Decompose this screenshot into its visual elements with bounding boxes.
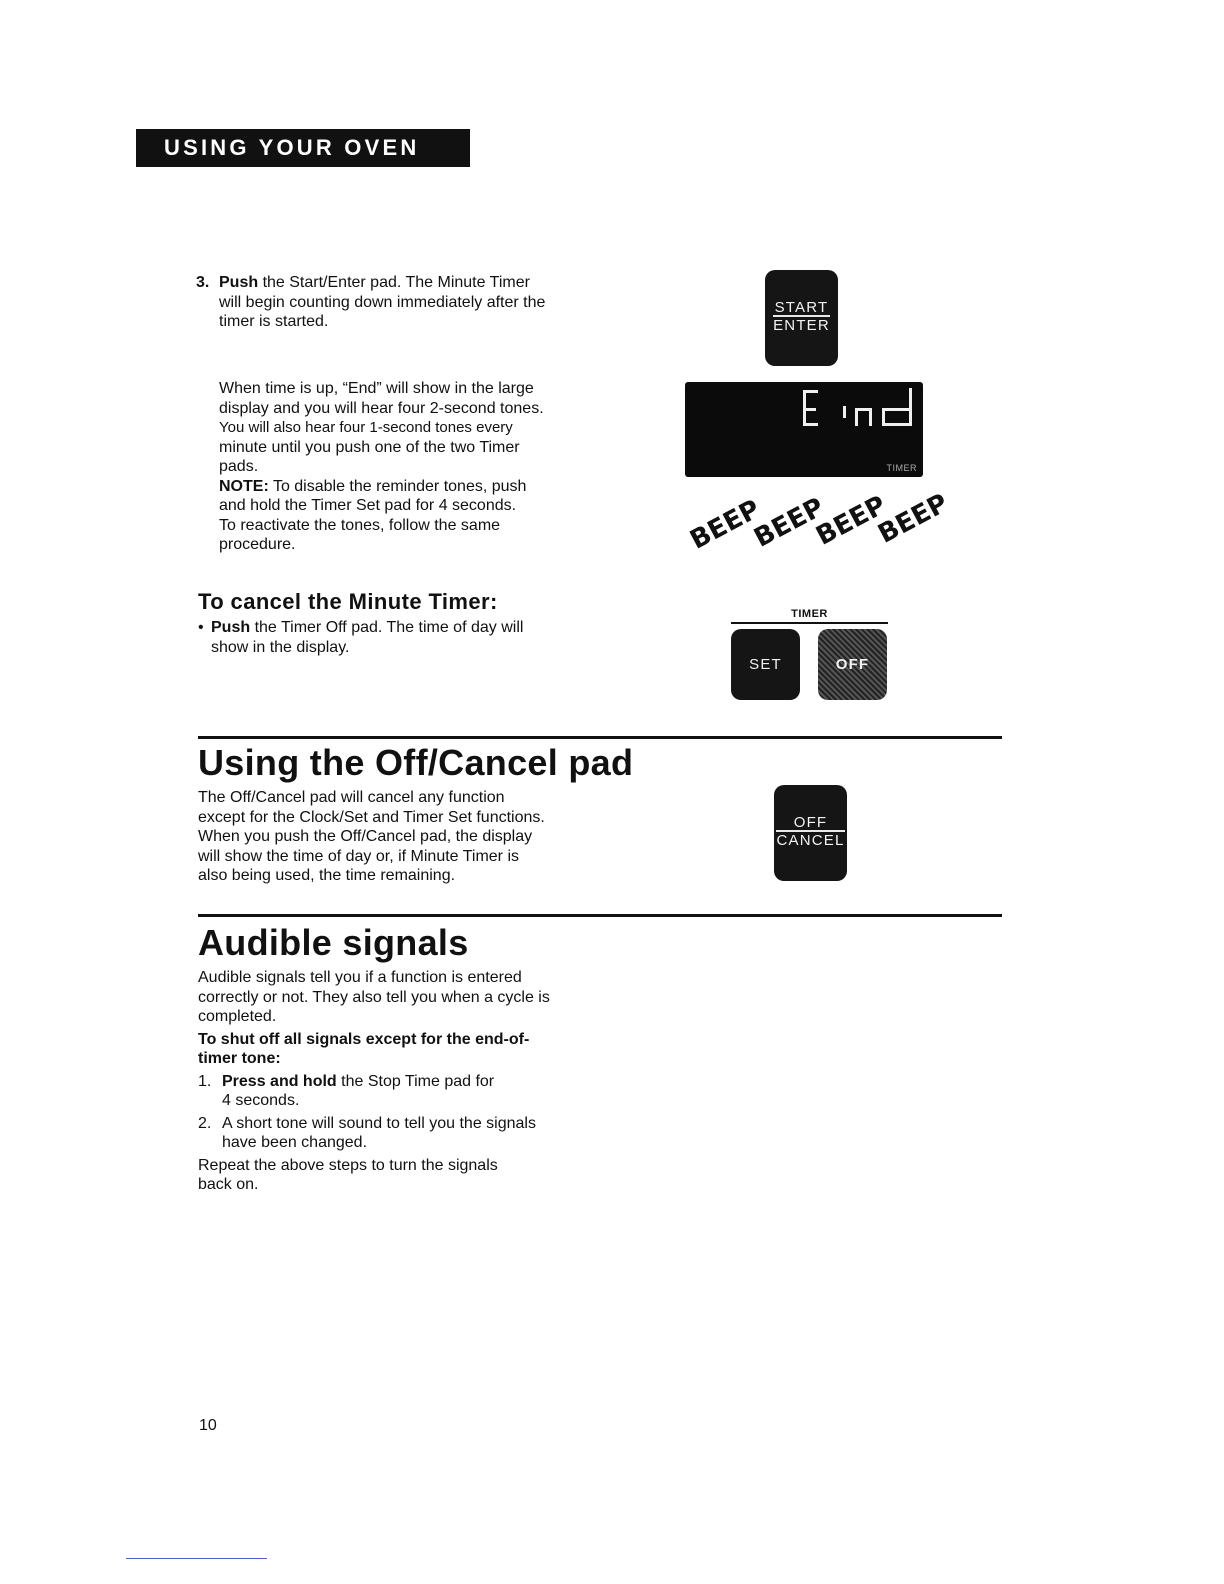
note-line-2: and hold the Timer Set pad for 4 seconds. (219, 497, 517, 514)
audible-step-1-line-1: the Stop Time pad for (336, 1072, 495, 1090)
end-info (219, 379, 599, 555)
audible-line-2: correctly or not. They also tell you when a cycle is (198, 988, 550, 1006)
step-3-bold: Push (219, 274, 259, 291)
timer-group-rule (731, 622, 888, 624)
section-header-bar: USING YOUR OVEN (136, 129, 470, 167)
section-divider (198, 736, 1002, 739)
end-info-line-1: When time is up, “End” will show in the large (219, 380, 534, 397)
off-cancel-text (198, 788, 618, 886)
audible-repeat-line-2: back on. (198, 1176, 259, 1193)
off-cancel-line-1: The Off/Cancel pad will cancel any function (198, 789, 505, 806)
beep-3: BEEP (811, 490, 892, 552)
step-3-line-3: timer is started. (219, 313, 329, 330)
audible-line-1: Audible signals tell you if a function is entered (198, 969, 522, 986)
cancel-timer-heading: To cancel the Minute Timer: (198, 589, 498, 614)
audible-step-1 (198, 1072, 618, 1111)
timer-set-pad[interactable] (731, 629, 800, 700)
audible-text (198, 968, 618, 1195)
cancel-timer-line-2: show in the display. (211, 638, 350, 656)
start-enter-pad[interactable] (765, 270, 838, 366)
oven-display (685, 382, 923, 477)
step-3 (196, 273, 616, 332)
beep-1: BEEP (685, 494, 766, 556)
cancel-label: CANCEL (776, 832, 845, 849)
beep-4: BEEP (873, 488, 954, 550)
audible-subheading-line-2: timer tone: (198, 1050, 281, 1067)
cancel-timer-text (198, 618, 598, 657)
page-number: 10 (199, 1417, 217, 1434)
section-divider (198, 914, 1002, 917)
note-line-3: To reactivate the tones, follow the same (219, 516, 501, 534)
start-label: START (774, 299, 829, 316)
timer-indicator: TIMER (886, 463, 917, 473)
audible-step-2-line-1: A short tone will sound to tell you the signals (222, 1114, 536, 1132)
note-line-4: procedure. (219, 536, 296, 553)
step-3-line-2: will begin counting down immediately after the (219, 293, 546, 311)
beep-2: BEEP (749, 492, 830, 554)
audible-heading: Audible signals (198, 922, 469, 963)
end-info-line-2: display and you will hear four 2-second tones. (219, 399, 544, 417)
enter-label: ENTER (773, 317, 830, 334)
off-cancel-pad[interactable] (774, 785, 847, 881)
off-cancel-line-5: also being used, the time remaining. (198, 867, 456, 884)
timer-off-pad[interactable] (818, 629, 887, 700)
note-line-1: To disable the reminder tones, push (268, 477, 527, 495)
step-number: 3. (196, 274, 210, 291)
cancel-timer-bold: Push (211, 619, 251, 636)
note-label: NOTE: (219, 477, 269, 495)
set-label: SET (749, 656, 782, 673)
off-cancel-line-4: will show the time of day or, if Minute Timer is (198, 847, 519, 865)
timer-group-label: TIMER (791, 608, 828, 620)
off-cancel-line-3: When you push the Off/Cancel pad, the display (198, 828, 533, 845)
off-label: OFF (835, 656, 870, 673)
end-info-line-5: pads. (219, 458, 259, 475)
off-label: OFF (793, 814, 828, 831)
end-info-line-3: You will also hear four 1-second tones every (219, 419, 513, 436)
off-cancel-heading: Using the Off/Cancel pad (198, 742, 634, 783)
audible-repeat-line-1: Repeat the above steps to turn the signals (198, 1156, 498, 1174)
end-info-line-4: minute until you push one of the two Timer (219, 438, 520, 456)
off-cancel-line-2: except for the Clock/Set and Timer Set functions. (198, 808, 545, 826)
step-number: 2. (198, 1114, 212, 1132)
audible-step-2-line-2: have been changed. (222, 1134, 368, 1151)
bullet: • (198, 619, 204, 636)
step-3-line-1: the Start/Enter pad. The Minute Timer (258, 274, 530, 291)
bottom-rule (126, 1558, 267, 1559)
audible-subheading-line-1: To shut off all signals except for the end-of- (198, 1030, 530, 1048)
audible-step-1-bold: Press and hold (222, 1072, 337, 1090)
step-number: 1. (198, 1072, 212, 1090)
cancel-timer-line-1: the Timer Off pad. The time of day will (250, 619, 524, 636)
audible-line-3: completed. (198, 1008, 277, 1025)
audible-step-2 (198, 1114, 618, 1153)
audible-step-1-line-2: 4 seconds. (222, 1092, 300, 1109)
